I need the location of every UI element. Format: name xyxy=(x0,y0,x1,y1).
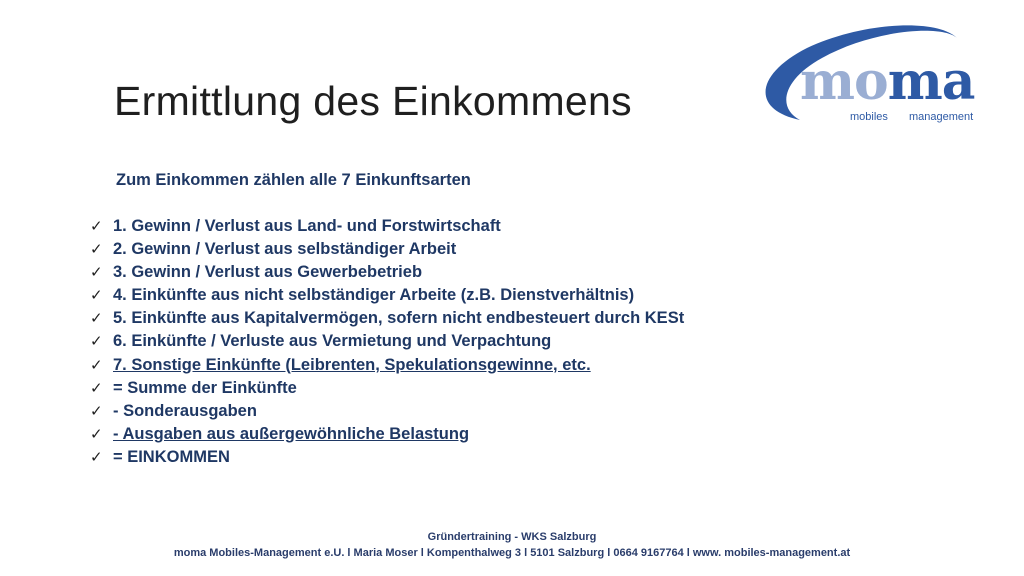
list-item xyxy=(90,284,684,307)
logo-subtitle-management: management xyxy=(909,111,974,123)
list-item-text: 1. Gewinn / Verlust aus Land- und Forstwirtschaft xyxy=(113,217,501,235)
list-item-text: 5. Einkünfte aus Kapitalvermögen, sofern nicht endbesteuert durch KESt xyxy=(113,309,685,328)
list-item xyxy=(90,354,684,377)
footer-line-1: Gründertraining - WKS Salzburg xyxy=(427,531,597,543)
list-item xyxy=(90,215,684,238)
list-item xyxy=(90,400,684,423)
list-item-text: = Summe der Einkünfte xyxy=(113,378,297,397)
list-item-text: 4. Einkünfte aus nicht selbständiger Arbeite (z.B. Dienstverhältnis) xyxy=(113,286,635,305)
list-item-text: 7. Sonstige Einkünfte (Leibrenten, Spekulationsgewinne, etc. xyxy=(113,355,591,374)
checkmark-icon: ✓ xyxy=(90,218,103,235)
list-item-text: 2. Gewinn / Verlust aus selbständiger Arbeit xyxy=(113,240,457,259)
list-item xyxy=(90,307,684,330)
list-item xyxy=(90,377,684,400)
list-item-text: 6. Einkünfte / Verluste aus Vermietung und Verpachtung xyxy=(113,332,552,351)
checkmark-icon: ✓ xyxy=(90,287,103,305)
list-item xyxy=(90,238,684,261)
checkmark-icon: ✓ xyxy=(90,379,103,397)
checkmark-icon: ✓ xyxy=(90,333,103,351)
list-item xyxy=(90,330,684,353)
list-item-text: - Sonderausgaben xyxy=(113,401,257,420)
logo-word-light: mo xyxy=(800,51,888,112)
list-item xyxy=(90,261,684,284)
checkmark-icon: ✓ xyxy=(90,310,103,328)
checkmark-icon: ✓ xyxy=(90,264,103,282)
logo-word-dark: ma xyxy=(887,51,975,112)
footer-line-2: moma Mobiles-Management e.U. l Maria Moser l Kompenthalweg 3 l 5101 Salzburg l 0664 9167764 l www. mobiles-management.at xyxy=(173,547,851,559)
checkmark-icon: ✓ xyxy=(90,448,103,466)
checkmark-icon: ✓ xyxy=(90,425,103,443)
list-item-text: 3. Gewinn / Verlust aus Gewerbebetrieb xyxy=(113,263,423,282)
checkmark-icon: ✓ xyxy=(90,241,103,259)
list-item xyxy=(90,423,684,446)
income-types-list xyxy=(90,215,684,469)
checkmark-icon: ✓ xyxy=(90,356,103,374)
moma-logo xyxy=(752,20,992,130)
page-title: Ermittlung des Einkommens xyxy=(114,78,632,124)
intro-text: Zum Einkommen zählen alle 7 Einkunftsarten xyxy=(116,171,471,189)
list-item-text: = EINKOMMEN xyxy=(113,447,230,466)
list-item-text: - Ausgaben aus außergewöhnliche Belastung xyxy=(113,424,470,443)
list-item xyxy=(90,446,684,469)
logo-wordmark xyxy=(800,51,975,112)
checkmark-icon: ✓ xyxy=(90,402,103,420)
logo-subtitle-mobiles: mobiles xyxy=(850,111,888,123)
